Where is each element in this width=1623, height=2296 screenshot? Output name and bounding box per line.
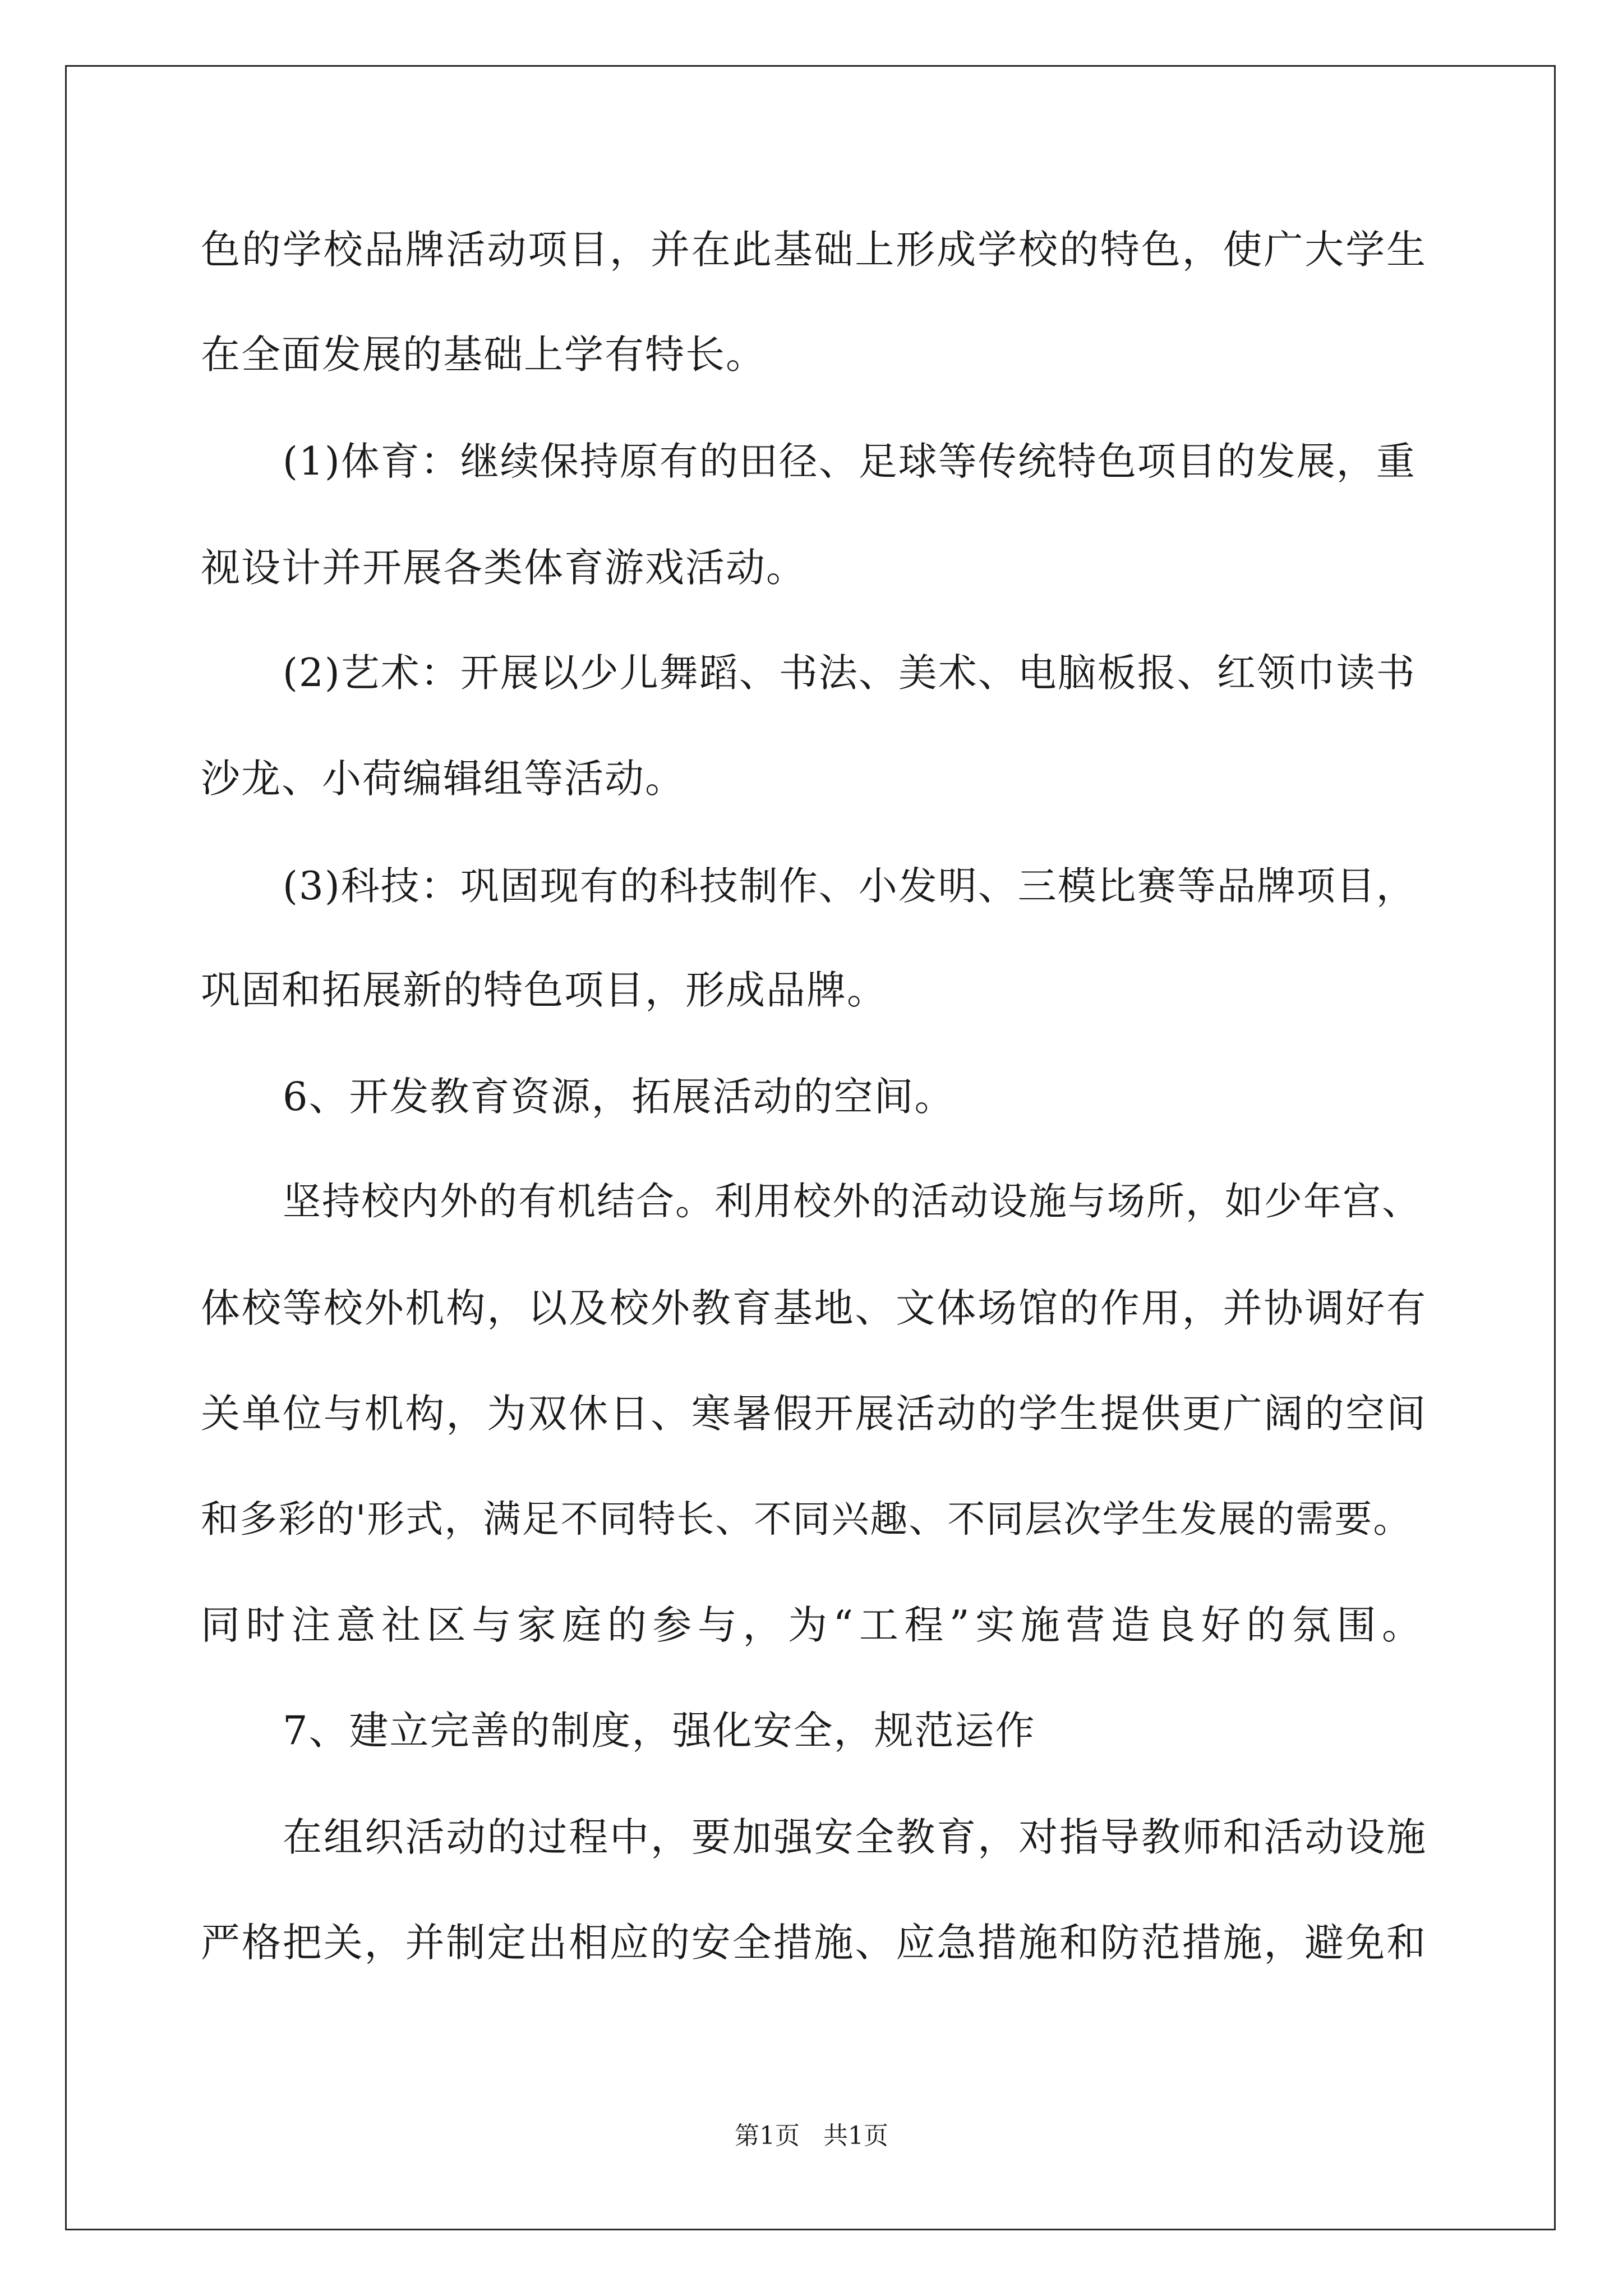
page-border: [65, 65, 1556, 2230]
section-heading-6: 6、开发教育资源，拓展活动的空间。: [283, 1074, 955, 1120]
text-line-12: 关单位与机构，为双休日、寒暑假开展活动的学生提供更广阔的空间: [201, 1391, 1427, 1437]
section-heading-7: 7、建立完善的制度，强化安全，规范运作: [283, 1708, 1036, 1754]
page-footer: 第1页 共1页: [735, 2122, 888, 2150]
text-line-7: (3)科技：巩固现有的科技制作、小发明、三模比赛等品牌项目，: [283, 864, 1416, 909]
text-line-1: 色的学校品牌活动项目，并在此基础上形成学校的特色，使广大学生: [201, 227, 1427, 273]
text-line-14: 同时注意社区与家庭的参与，为“工程”实施营造良好的氛围。: [201, 1602, 1427, 1648]
text-line-8: 巩固和拓展新的特色项目，形成品牌。: [201, 967, 887, 1013]
text-line-17: 严格把关，并制定出相应的安全措施、应急措施和防范措施，避免和: [201, 1920, 1427, 1966]
text-line-3: (1)体育：继续保持原有的田径、足球等传统特色项目的发展，重: [283, 439, 1416, 484]
text-line-16: 在组织活动的过程中，要加强安全教育，对指导教师和活动设施: [283, 1814, 1427, 1860]
text-line-5: (2)艺术：开展以少儿舞蹈、书法、美术、电脑板报、红领巾读书: [283, 651, 1416, 696]
text-line-4: 视设计并开展各类体育游戏活动。: [201, 545, 806, 591]
text-line-11: 体校等校外机构，以及校外教育基地、文体场馆的作用，并协调好有: [201, 1285, 1427, 1331]
text-line-2: 在全面发展的基础上学有特长。: [201, 332, 766, 378]
text-line-10: 坚持校内外的有机结合。利用校外的活动设施与场所，如少年宫、: [283, 1180, 1422, 1224]
text-line-13: 和多彩的'形式，满足不同特长、不同兴趣、不同层次学生发展的需要。: [201, 1497, 1412, 1541]
text-line-6: 沙龙、小荷编辑组等活动。: [201, 756, 685, 802]
